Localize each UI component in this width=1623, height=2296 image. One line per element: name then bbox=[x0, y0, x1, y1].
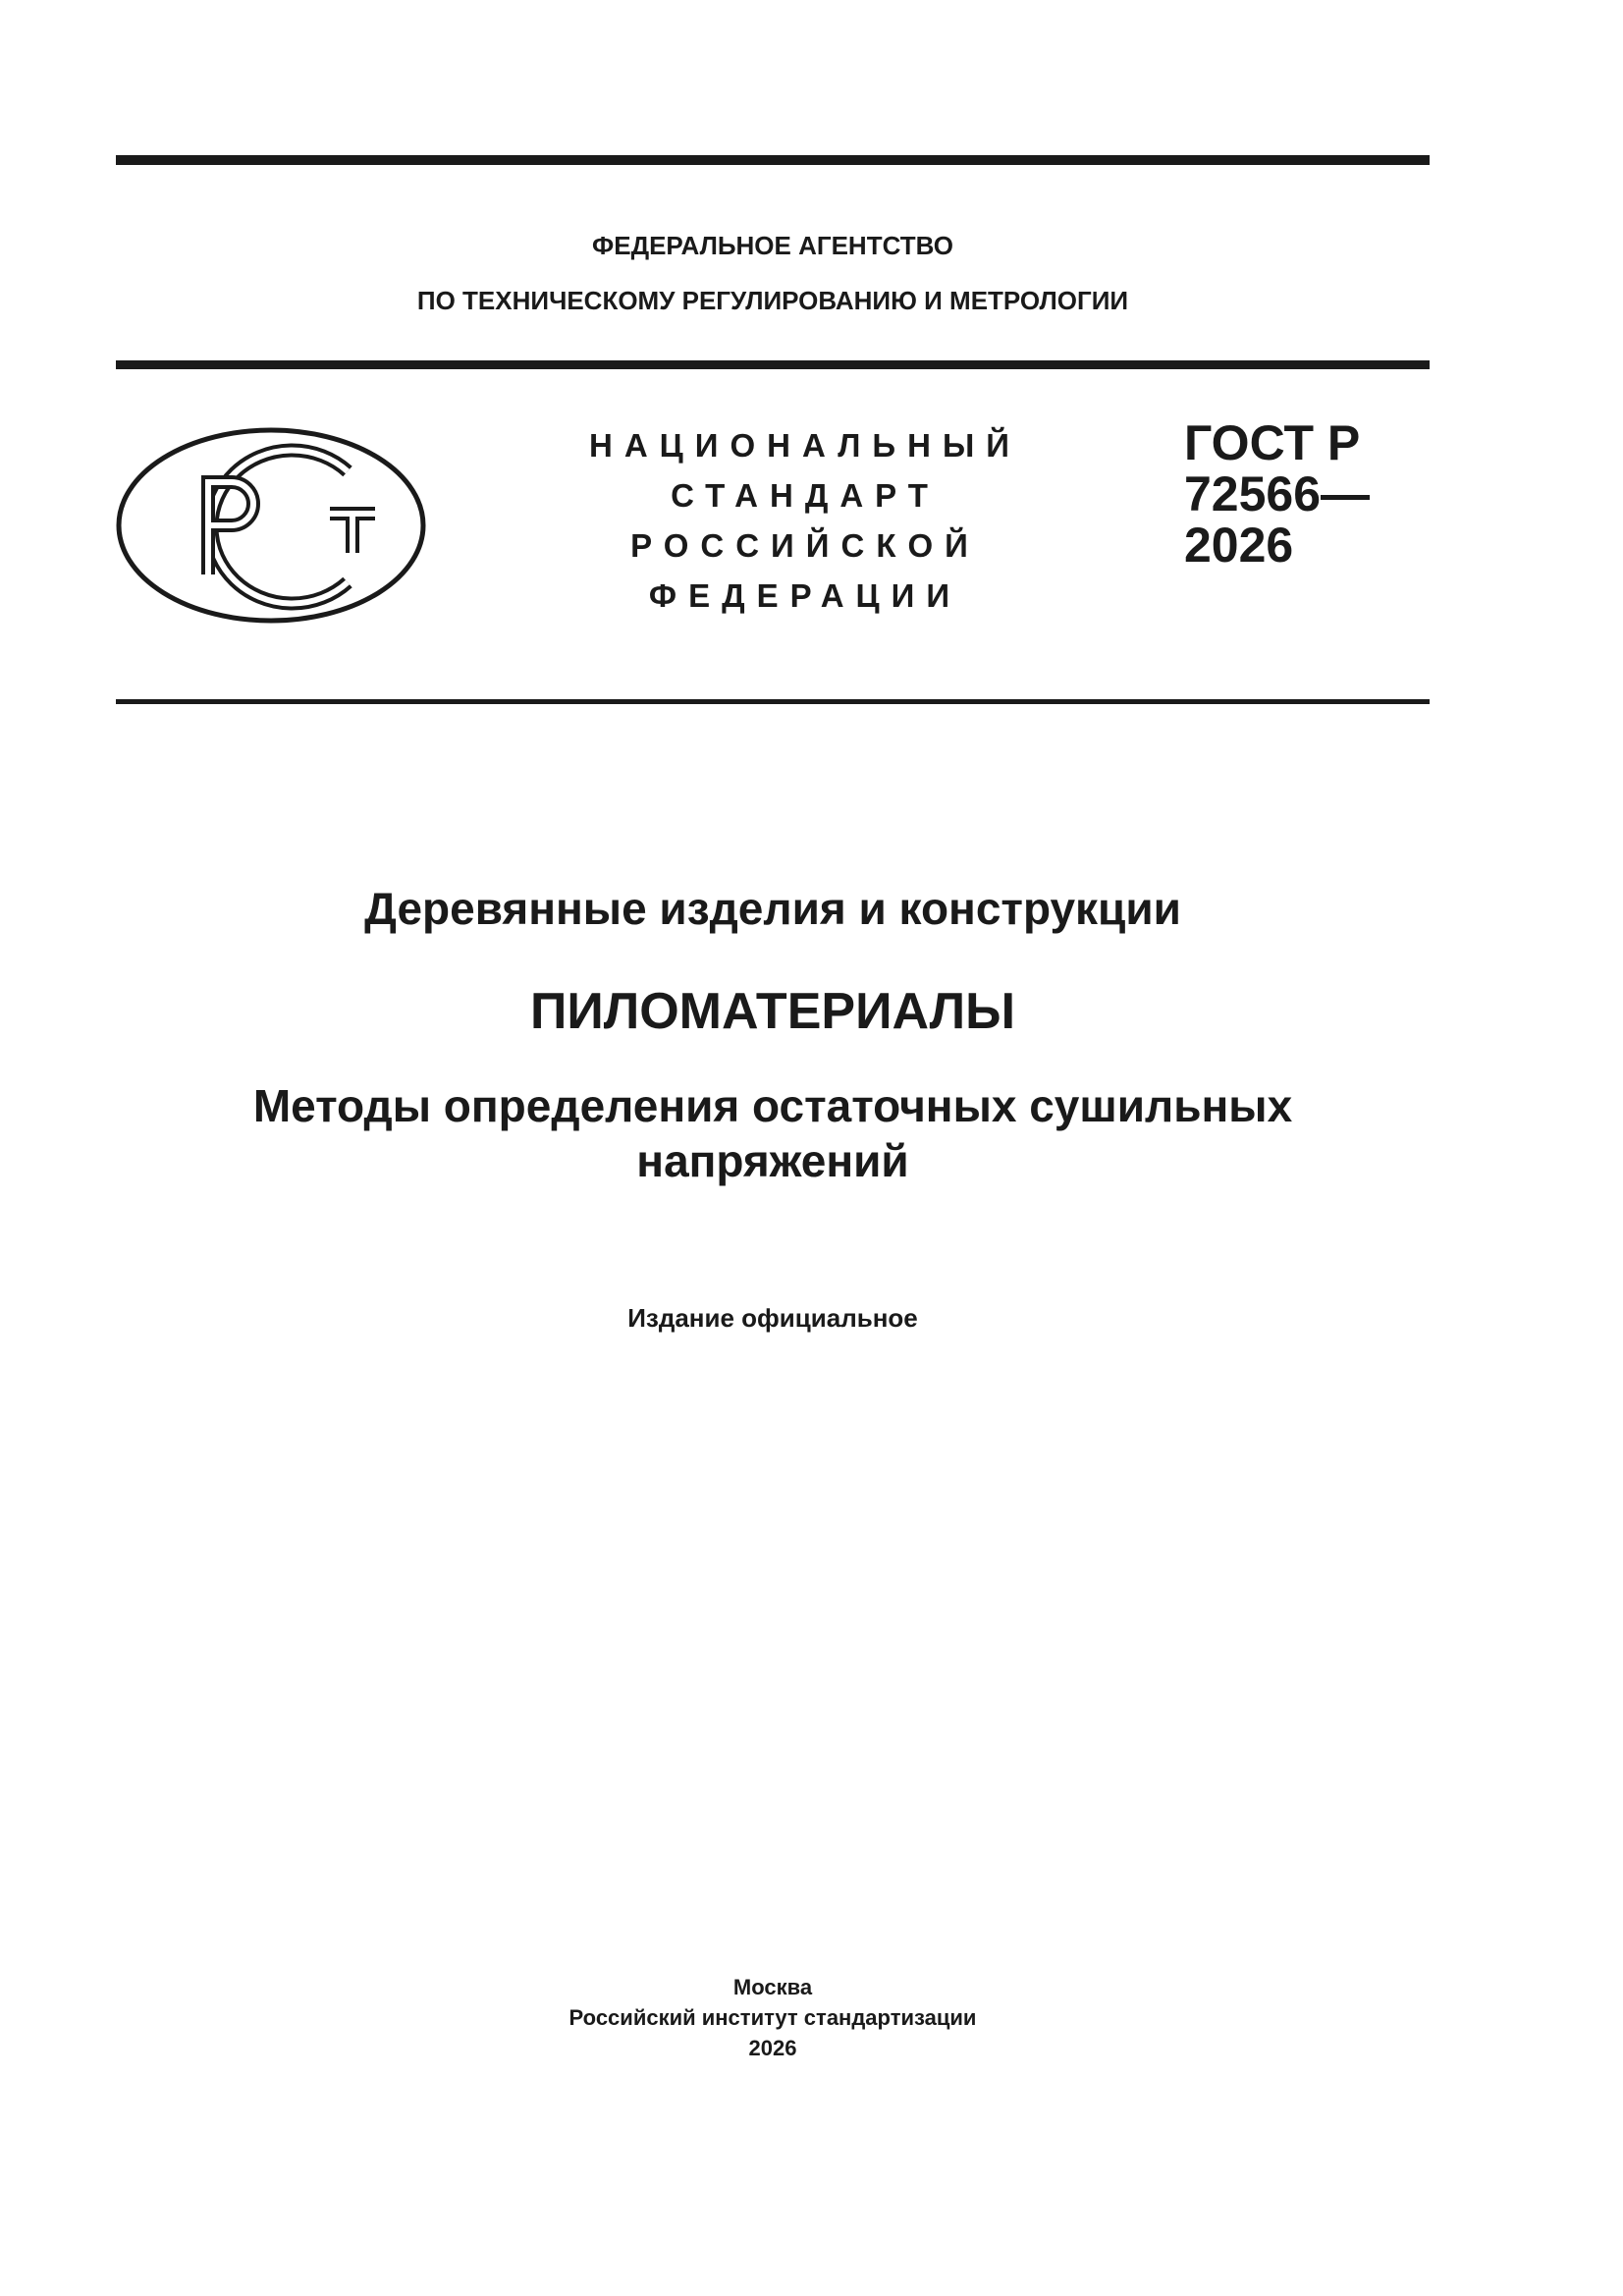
header-bottom-rule bbox=[116, 699, 1430, 704]
national-standard-line-2: СТАНДАРТ bbox=[671, 477, 940, 514]
title-main: ПИЛОМАТЕРИАЛЫ bbox=[529, 983, 1016, 1040]
subtitle-line-2: напряжений bbox=[636, 1135, 909, 1186]
title-subtitle bbox=[116, 1078, 1430, 1188]
header-middle-rule bbox=[116, 360, 1430, 369]
national-standard-line-4: ФЕДЕРАЦИИ bbox=[648, 577, 962, 614]
national-standard-line-3: РОССИЙСКОЙ bbox=[630, 527, 980, 564]
agency-line-2: ПО ТЕХНИЧЕСКОМУ РЕГУЛИРОВАНИЮ И МЕТРОЛОГИИ bbox=[416, 286, 1129, 315]
footer-city: Москва bbox=[732, 1975, 813, 1999]
designation-number: 72566— bbox=[1184, 466, 1371, 521]
footer-publisher: Российский институт стандартизации bbox=[568, 2005, 977, 2030]
designation-year: 2026 bbox=[1184, 518, 1294, 573]
national-standard-line-1: НАЦИОНАЛЬНЫЙ bbox=[589, 427, 1021, 464]
subtitle-line-1: Методы определения остаточных сушильных bbox=[252, 1080, 1293, 1131]
national-standard-label bbox=[569, 420, 1041, 621]
rst-certification-mark-icon bbox=[116, 427, 426, 624]
agency-line-1: ФЕДЕРАЛЬНОЕ АГЕНТСТВО bbox=[592, 231, 953, 260]
title-group: Деревянные изделия и конструкции bbox=[364, 883, 1181, 934]
standard-designation bbox=[1184, 417, 1370, 571]
publisher-footer bbox=[116, 1972, 1430, 2063]
edition-label: Издание официальное bbox=[627, 1303, 918, 1333]
agency-name bbox=[116, 218, 1430, 328]
designation-prefix: ГОСТ Р bbox=[1184, 415, 1361, 470]
header-top-rule bbox=[116, 155, 1430, 165]
footer-year: 2026 bbox=[748, 2036, 797, 2060]
